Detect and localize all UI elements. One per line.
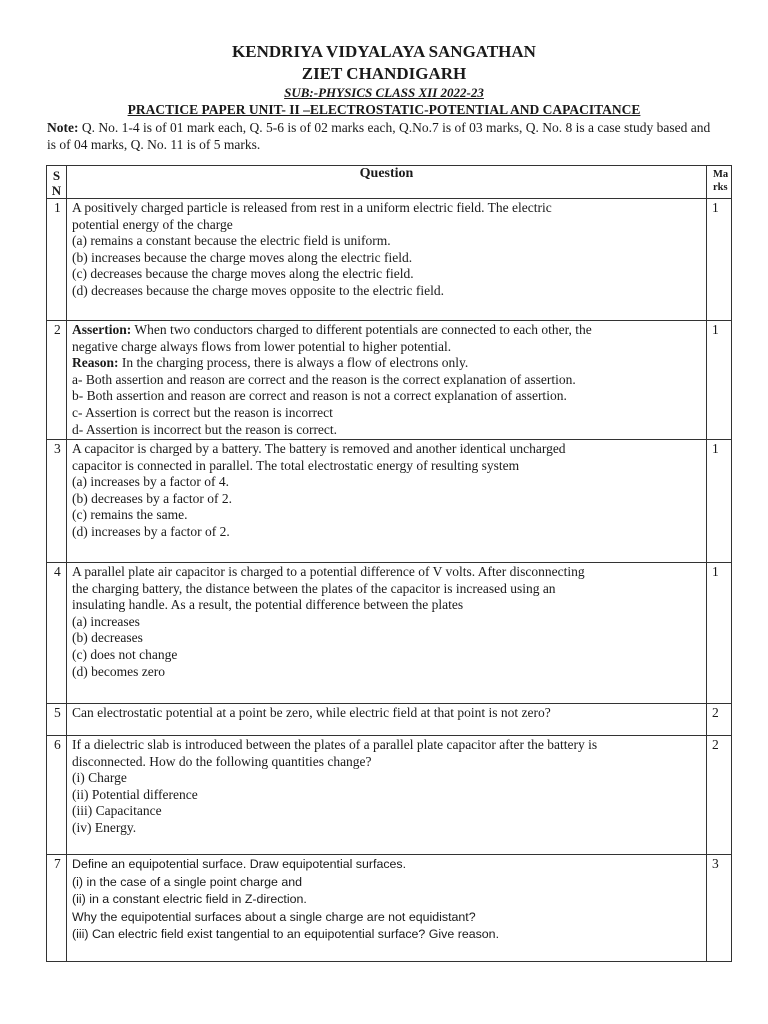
paper-title: PRACTICE PAPER UNIT- II –ELECTROSTATIC-POTENTIAL AND CAPACITANCE	[127, 102, 641, 117]
note-text: Q. No. 1-4 is of 01 mark each, Q. 5-6 is of 02 marks each, Q.No.7 is of 03 marks, Q. No. 8 is a case study based and is of 04 marks, Q. No. 11 is of 5 marks.	[47, 120, 711, 152]
marks-header: Ma rks	[707, 166, 732, 199]
row-marks: 1	[707, 321, 732, 440]
row-marks: 3	[707, 855, 732, 962]
row-number: 6	[47, 736, 67, 855]
row-number: 3	[47, 440, 67, 563]
question-text: Can electrostatic potential at a point be zero, while electric field at that point is not zero?	[67, 704, 707, 736]
question-text: Assertion: When two conductors charged to different potentials are connected to each other, the negative charge always flows from lower potential to higher potential. Reason: In the charging process, there is always a flow of electrons only. a- Both assertion and reason are correct and the reason is the correct explanation of assertion. b- Both assertion and reason are correct and reason is not a correct explanation of assertion. c- Assertion is correct but the reason is incorrect d- Assertion is incorrect but the reason is correct.	[67, 321, 707, 440]
region-title: ZIET CHANDIGARH	[301, 64, 467, 83]
table-row	[47, 321, 732, 440]
row-number: 4	[47, 563, 67, 704]
sn-header: S N	[47, 166, 67, 199]
table-row	[47, 563, 732, 704]
row-marks: 1	[707, 563, 732, 704]
row-number: 5	[47, 704, 67, 736]
row-number: 2	[47, 321, 67, 440]
table-row	[47, 855, 732, 962]
question-text: A parallel plate air capacitor is charged to a potential difference of V volts. After disconnecting the charging battery, the distance between the plates of the capacitor is increased using an insulating handle. As a result, the potential difference between the plates (a) increases (b) decreases (c) does not change (d) becomes zero	[67, 563, 707, 704]
subject-line: SUB:-PHYSICS CLASS XII 2022-23	[284, 85, 484, 100]
question-text: Define an equipotential surface. Draw equipotential surfaces. (i) in the case of a single point charge and (ii) in a constant electric field in Z-direction. Why the equipotential surfaces about a single charge are not equidistant? (iii) Can electric field exist tangential to an equipotential surface? Give reason.	[67, 855, 707, 962]
row-marks: 2	[707, 736, 732, 855]
question-header: Question	[67, 166, 707, 199]
row-number: 7	[47, 855, 67, 962]
marks-note	[47, 119, 722, 153]
org-title: KENDRIYA VIDYALAYA SANGATHAN	[232, 42, 536, 61]
question-text: A positively charged particle is released from rest in a uniform electric field. The electric potential energy of the charge (a) remains a constant because the electric field is uniform. (b) increases because the charge moves along the electric field. (c) decreases because the charge moves along the electric field. (d) decreases because the charge moves opposite to the electric field.	[67, 199, 707, 321]
note-label: Note:	[47, 120, 79, 135]
table-row	[47, 704, 732, 736]
row-number: 1	[47, 199, 67, 321]
table-row	[47, 736, 732, 855]
table-row	[47, 440, 732, 563]
question-text: If a dielectric slab is introduced between the plates of a parallel plate capacitor after the battery is disconnected. How do the following quantities change? (i) Charge (ii) Potential difference (iii) Capacitance (iv) Energy.	[67, 736, 707, 855]
question-text: A capacitor is charged by a battery. The battery is removed and another identical uncharged capacitor is connected in parallel. The total electrostatic energy of resulting system (a) increases by a factor of 4. (b) decreases by a factor of 2. (c) remains the same. (d) increases by a factor of 2.	[67, 440, 707, 563]
row-marks: 2	[707, 704, 732, 736]
row-marks: 1	[707, 199, 732, 321]
table-header-row	[47, 166, 732, 199]
row-marks: 1	[707, 440, 732, 563]
questions-table	[46, 165, 732, 962]
table-row	[47, 199, 732, 321]
